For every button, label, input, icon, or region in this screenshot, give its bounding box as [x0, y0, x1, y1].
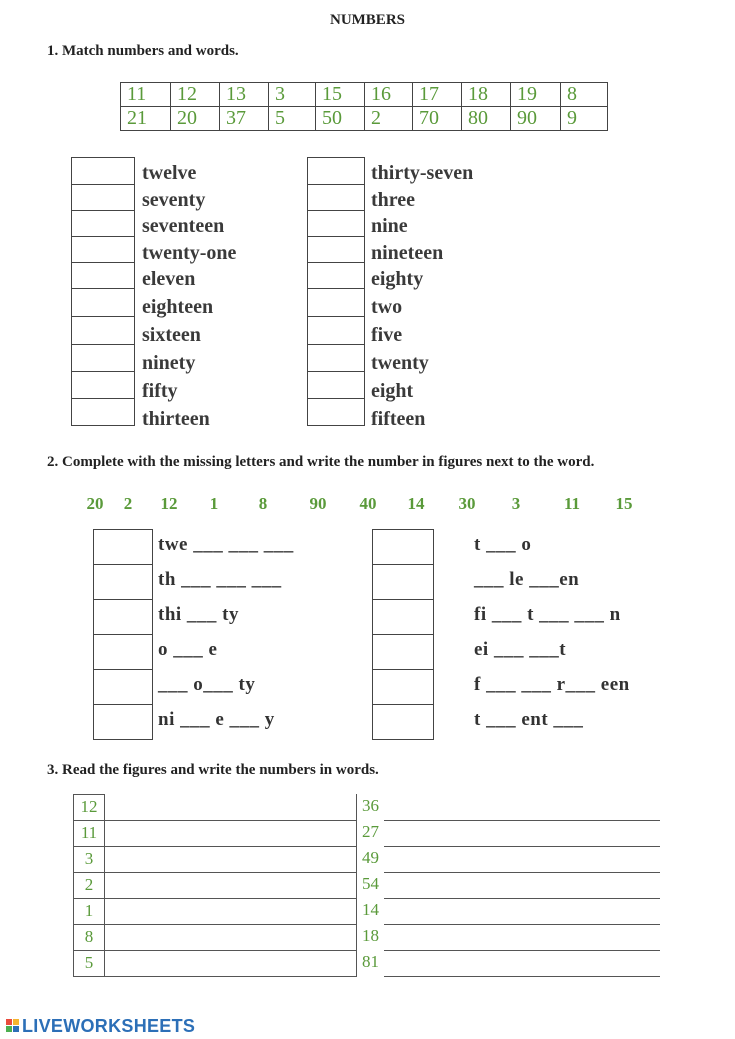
write-row	[73, 872, 357, 899]
match-right-boxes	[307, 157, 365, 426]
grid-cell: 18	[462, 83, 511, 107]
answer-box[interactable]	[71, 344, 135, 372]
grid-cell: 16	[365, 83, 413, 107]
answer-box[interactable]	[71, 236, 135, 263]
write-line[interactable]	[384, 872, 660, 873]
grid-cell: 12	[171, 83, 220, 107]
figure-cell: 1	[73, 898, 105, 925]
write-row	[356, 794, 660, 821]
word-item: eleven	[142, 268, 196, 290]
figure-cell: 36	[356, 794, 384, 821]
answer-box[interactable]	[71, 316, 135, 345]
bank-number: 3	[511, 494, 521, 513]
write-line[interactable]	[105, 872, 357, 873]
bank-number: 90	[309, 494, 327, 513]
logo-grid-icon	[6, 1019, 20, 1033]
answer-box[interactable]	[307, 184, 365, 211]
word-item: thirteen	[142, 408, 210, 430]
write-row	[73, 820, 357, 847]
figure-cell: 49	[356, 846, 384, 873]
grid-cell: 90	[511, 107, 561, 131]
bank-number: 15	[615, 494, 633, 513]
complete-right-boxes	[372, 529, 434, 740]
gap-word: twe ___ ___ ___	[158, 534, 294, 555]
gap-word: fi ___ t ___ ___ n	[474, 604, 621, 625]
answer-box[interactable]	[93, 599, 153, 635]
answer-box[interactable]	[93, 564, 153, 600]
figure-cell: 27	[356, 820, 384, 847]
answer-box[interactable]	[307, 262, 365, 289]
write-line[interactable]	[384, 898, 660, 899]
gap-word: ni ___ e ___ y	[158, 709, 275, 730]
grid-cell: 13	[220, 83, 269, 107]
write-row	[356, 846, 660, 873]
word-item: thirty-seven	[371, 162, 474, 184]
answer-box[interactable]	[93, 634, 153, 670]
grid-cell: 11	[121, 83, 171, 107]
word-item: twenty-one	[142, 241, 237, 264]
word-item: seventeen	[142, 215, 225, 237]
answer-box[interactable]	[93, 704, 153, 740]
write-row	[73, 898, 357, 925]
word-item: nine	[371, 215, 408, 237]
word-item: fifteen	[371, 408, 426, 430]
grid-cell: 37	[220, 107, 269, 131]
grid-cell: 21	[121, 107, 171, 131]
grid-cell: 3	[269, 83, 316, 107]
answer-box[interactable]	[71, 210, 135, 237]
answer-box[interactable]	[93, 529, 153, 565]
answer-box[interactable]	[307, 288, 365, 317]
answer-box[interactable]	[71, 371, 135, 399]
write-row	[73, 846, 357, 873]
answer-box[interactable]	[372, 529, 434, 565]
write-line[interactable]	[384, 820, 660, 821]
page-title: NUMBERS	[329, 12, 405, 28]
write-line[interactable]	[105, 950, 357, 951]
word-item: eighteen	[142, 295, 214, 318]
answer-box[interactable]	[307, 398, 365, 426]
bank-number: 40	[359, 494, 377, 513]
write-row	[356, 924, 660, 951]
gap-word: f ___ ___ r___ een	[474, 674, 630, 695]
number-grid-row	[121, 107, 608, 131]
write-line[interactable]	[105, 976, 357, 977]
answer-box[interactable]	[307, 344, 365, 372]
gap-word: ei ___ ___t	[474, 639, 567, 660]
answer-box[interactable]	[71, 184, 135, 211]
number-bank	[82, 494, 646, 514]
number-grid-row	[121, 83, 608, 107]
liveworksheets-logo	[6, 1016, 195, 1037]
complete-right-items	[474, 534, 630, 744]
write-line[interactable]	[384, 924, 660, 925]
write-row	[356, 898, 660, 925]
grid-cell: 70	[413, 107, 462, 131]
complete-left-items	[158, 534, 294, 744]
write-line[interactable]	[105, 924, 357, 925]
bank-number: 12	[160, 494, 178, 513]
section1-heading: 1. Match numbers and words.	[47, 43, 239, 59]
words-right-column	[356, 794, 660, 977]
grid-cell: 15	[316, 83, 365, 107]
grid-cell: 5	[269, 107, 316, 131]
write-row	[356, 872, 660, 899]
grid-cell: 50	[316, 107, 365, 131]
write-line[interactable]	[105, 898, 357, 899]
answer-box[interactable]	[372, 704, 434, 740]
answer-box[interactable]	[307, 371, 365, 399]
logo-text: LIVEWORKSHEETS	[22, 1016, 196, 1036]
figure-cell: 11	[73, 820, 105, 847]
bank-number: 8	[258, 494, 268, 513]
answer-box[interactable]	[372, 564, 434, 600]
answer-box[interactable]	[307, 236, 365, 263]
figure-cell: 14	[356, 898, 384, 925]
answer-box[interactable]	[71, 157, 135, 185]
grid-cell: 9	[561, 107, 608, 131]
gap-word: ___ le ___en	[474, 569, 580, 590]
bank-number: 1	[209, 494, 219, 513]
words-left-column	[73, 794, 357, 977]
word-item: eight	[371, 380, 414, 402]
figure-cell: 81	[356, 950, 384, 977]
figure-cell: 8	[73, 924, 105, 951]
grid-cell: 8	[561, 83, 608, 107]
figure-cell: 18	[356, 924, 384, 951]
gap-word: t ___ o	[474, 534, 532, 555]
complete-left-boxes	[93, 529, 153, 740]
write-row	[73, 794, 357, 821]
answer-box[interactable]	[71, 288, 135, 317]
match-right-words	[371, 163, 473, 436]
match-left-words	[142, 163, 236, 436]
word-item: nineteen	[371, 241, 444, 264]
answer-box[interactable]	[307, 210, 365, 237]
answer-box[interactable]	[93, 669, 153, 705]
bank-number: 2	[123, 494, 133, 513]
answer-box[interactable]	[372, 669, 434, 705]
grid-cell: 19	[511, 83, 561, 107]
write-line[interactable]	[384, 976, 660, 977]
answer-box[interactable]	[372, 599, 434, 635]
number-grid	[120, 82, 608, 131]
word-item: five	[371, 323, 403, 346]
gap-word: t ___ ent ___	[474, 709, 584, 730]
answer-box[interactable]	[71, 262, 135, 289]
figure-cell: 5	[73, 950, 105, 977]
figure-cell: 3	[73, 846, 105, 873]
bank-number: 20	[86, 494, 104, 513]
section3-heading: 3. Read the figures and write the numbers in words.	[47, 762, 379, 778]
write-line[interactable]	[384, 950, 660, 951]
write-row	[73, 924, 357, 951]
figure-cell: 54	[356, 872, 384, 899]
write-row	[73, 950, 357, 977]
word-item: eighty	[371, 268, 424, 290]
word-item: seventy	[142, 188, 206, 211]
write-line[interactable]	[384, 846, 660, 847]
write-line[interactable]	[105, 846, 357, 847]
word-item: two	[371, 295, 403, 318]
section2-heading: 2. Complete with the missing letters and write the number in figures next to the word.	[47, 454, 595, 470]
gap-word: th ___ ___ ___	[158, 569, 282, 590]
word-item: sixteen	[142, 323, 201, 346]
word-item: twelve	[142, 162, 197, 184]
word-item: twenty	[371, 352, 429, 374]
gap-word: ___ o___ ty	[158, 674, 256, 695]
grid-cell: 80	[462, 107, 511, 131]
write-row	[356, 950, 660, 977]
figure-cell: 2	[73, 872, 105, 899]
match-left-boxes	[71, 157, 135, 426]
grid-cell: 17	[413, 83, 462, 107]
write-line[interactable]	[105, 820, 357, 821]
word-item: ninety	[142, 352, 196, 374]
bank-number: 30	[458, 494, 476, 513]
bank-number: 14	[407, 494, 425, 513]
write-row	[356, 820, 660, 847]
bank-number: 11	[563, 494, 581, 513]
word-item: fifty	[142, 380, 178, 402]
grid-cell: 20	[171, 107, 220, 131]
figure-cell: 12	[73, 794, 105, 821]
answer-box[interactable]	[307, 316, 365, 345]
answer-box[interactable]	[307, 157, 365, 185]
answer-box[interactable]	[372, 634, 434, 670]
grid-cell: 2	[365, 107, 413, 131]
gap-word: thi ___ ty	[158, 604, 239, 625]
answer-box[interactable]	[71, 398, 135, 426]
word-item: three	[371, 188, 416, 211]
gap-word: o ___ e	[158, 639, 218, 660]
